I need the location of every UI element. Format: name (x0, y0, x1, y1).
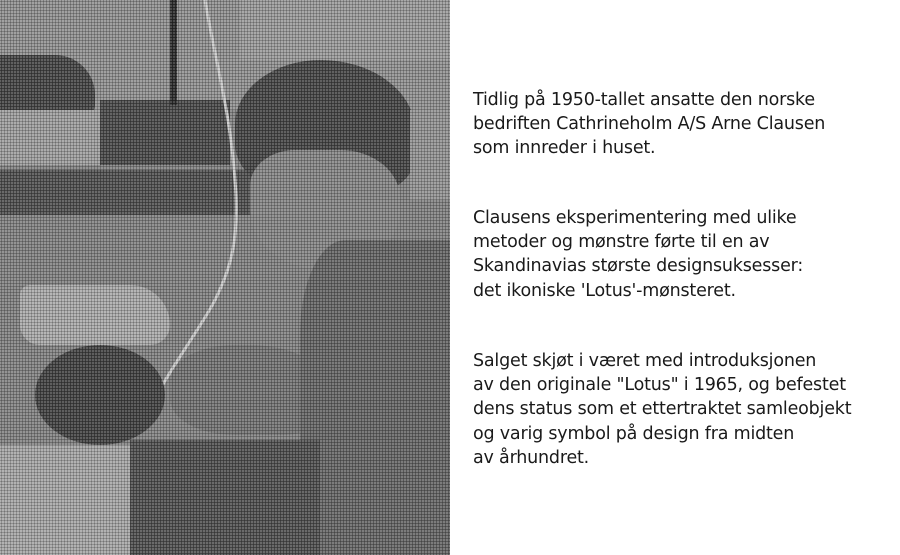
paragraph-experimentation (473, 206, 803, 303)
text-line: Salget skjøt i været med introduksjonen (473, 351, 817, 371)
text-line: dens status som et ettertraktet samleobjekt (473, 399, 852, 420)
photo-bowl (35, 345, 165, 445)
photo-cloth-light (20, 285, 170, 345)
photo-jacket (300, 240, 450, 555)
paragraph-intro (473, 88, 825, 161)
text-line: metoder og mønstre førte til en av (473, 232, 770, 253)
text-line: og varig symbol på design fra midten (473, 423, 795, 444)
paragraph-sales (473, 349, 851, 470)
text-line: av århundret. (473, 447, 590, 468)
text-line: Skandinavias største designsuksesser: (473, 256, 804, 277)
text-line: Clausens eksperimentering med ulike (473, 208, 797, 228)
photo-lower-dark (130, 440, 320, 555)
photo-table-light (0, 445, 140, 555)
text-line: som innreder i huset. (473, 138, 656, 159)
text-line: bedriften Cathrineholm A/S Arne Clausen (473, 114, 826, 135)
text-line: det ikoniske 'Lotus'-mønsteret. (473, 280, 736, 301)
text-line: Tidlig på 1950-tallet ansatte den norske (473, 90, 815, 110)
text-line: av den originale "Lotus" i 1965, og befestet (473, 375, 846, 396)
